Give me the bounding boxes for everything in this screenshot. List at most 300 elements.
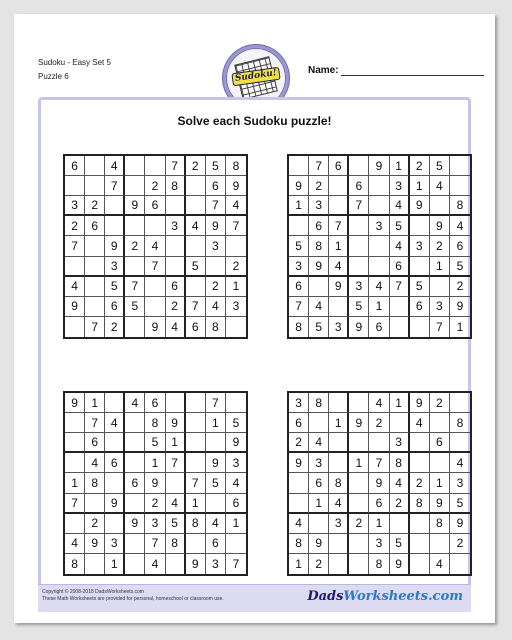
sudoku-cell[interactable]: 1 xyxy=(369,514,389,534)
sudoku-cell[interactable] xyxy=(450,433,470,453)
sudoku-cell[interactable]: 1 xyxy=(85,393,105,413)
sudoku-cell[interactable]: 8 xyxy=(166,534,186,554)
sudoku-cell[interactable]: 1 xyxy=(105,554,125,574)
name-field[interactable] xyxy=(308,65,484,76)
sudoku-cell[interactable]: 1 xyxy=(65,473,85,493)
sudoku-cell[interactable] xyxy=(369,236,389,256)
sudoku-cell[interactable]: 2 xyxy=(186,156,206,176)
sudoku-cell[interactable] xyxy=(206,257,226,277)
sudoku-cell[interactable]: 3 xyxy=(206,554,226,574)
sudoku-cell[interactable]: 2 xyxy=(125,236,145,256)
sudoku-cell[interactable] xyxy=(166,196,186,216)
sudoku-cell[interactable]: 2 xyxy=(85,196,105,216)
sudoku-cell[interactable] xyxy=(329,297,349,317)
sudoku-cell[interactable] xyxy=(186,453,206,473)
sudoku-cell[interactable] xyxy=(125,534,145,554)
sudoku-cell[interactable] xyxy=(166,257,186,277)
sudoku-cell[interactable]: 7 xyxy=(232,556,240,571)
sudoku-cell[interactable]: 7 xyxy=(166,453,186,473)
sudoku-cell[interactable] xyxy=(105,393,125,413)
sudoku-cell[interactable]: 8 xyxy=(226,156,246,176)
sudoku-cell[interactable]: 5 xyxy=(450,257,470,277)
sudoku-cell[interactable]: 6 xyxy=(105,297,125,317)
sudoku-cell[interactable]: 5 xyxy=(125,297,145,317)
sudoku-cell[interactable]: 2 xyxy=(450,534,470,554)
sudoku-cell[interactable]: 7 xyxy=(166,156,186,176)
sudoku-cell[interactable] xyxy=(430,453,450,473)
sudoku-cell[interactable]: 4 xyxy=(65,277,85,297)
sudoku-cell[interactable]: 7 xyxy=(309,156,329,176)
sudoku-cell[interactable] xyxy=(145,216,165,236)
sudoku-cell[interactable]: 1 xyxy=(186,494,206,514)
sudoku-cell[interactable]: 7 xyxy=(85,317,105,337)
sudoku-cell[interactable]: 4 xyxy=(450,216,470,236)
sudoku-cell[interactable]: 9 xyxy=(430,494,450,514)
sudoku-cell[interactable] xyxy=(85,554,105,574)
sudoku-cell[interactable] xyxy=(125,413,145,433)
sudoku-cell[interactable]: 1 xyxy=(349,453,369,473)
sudoku-cell[interactable]: 8 xyxy=(390,453,410,473)
sudoku-cell[interactable] xyxy=(329,393,349,413)
sudoku-cell[interactable] xyxy=(349,156,369,176)
sudoku-cell[interactable]: 4 xyxy=(309,297,329,317)
sudoku-cell[interactable]: 4 xyxy=(430,554,450,574)
sudoku-cell[interactable]: 9 xyxy=(166,413,186,433)
sudoku-cell[interactable]: 5 xyxy=(390,216,410,236)
sudoku-cell[interactable] xyxy=(289,473,309,493)
sudoku-cell[interactable]: 9 xyxy=(289,176,309,196)
sudoku-cell[interactable]: 9 xyxy=(349,413,369,433)
sudoku-cell[interactable]: 7 xyxy=(289,297,309,317)
sudoku-cell[interactable] xyxy=(105,473,125,493)
sudoku-cell[interactable] xyxy=(166,473,186,493)
sudoku-cell[interactable]: 7 xyxy=(390,277,410,297)
sudoku-cell[interactable]: 3 xyxy=(390,176,410,196)
sudoku-cell[interactable]: 9 xyxy=(450,514,470,534)
sudoku-cell[interactable]: 3 xyxy=(226,297,246,317)
sudoku-cell[interactable] xyxy=(85,297,105,317)
sudoku-cell[interactable]: 7 xyxy=(329,216,349,236)
sudoku-cell[interactable]: 6 xyxy=(309,473,329,493)
sudoku-cell[interactable] xyxy=(125,257,145,277)
sudoku-cell[interactable] xyxy=(105,433,125,453)
sudoku-cell[interactable] xyxy=(450,393,470,413)
sudoku-cell[interactable] xyxy=(349,216,369,236)
sudoku-cell[interactable]: 3 xyxy=(430,297,450,317)
sudoku-cell[interactable]: 8 xyxy=(166,176,186,196)
sudoku-cell[interactable] xyxy=(166,393,186,413)
sudoku-cell[interactable]: 3 xyxy=(289,393,309,413)
sudoku-cell[interactable]: 4 xyxy=(65,534,85,554)
sudoku-cell[interactable]: 4 xyxy=(85,453,105,473)
sudoku-cell[interactable] xyxy=(125,317,145,337)
sudoku-cell[interactable] xyxy=(410,317,430,337)
sudoku-cell[interactable] xyxy=(226,534,246,554)
sudoku-cell[interactable] xyxy=(349,494,369,514)
sudoku-cell[interactable]: 1 xyxy=(166,433,186,453)
sudoku-cell[interactable]: 9 xyxy=(226,176,246,196)
sudoku-cell[interactable]: 6 xyxy=(390,257,410,277)
sudoku-cell[interactable]: 3 xyxy=(65,196,85,216)
sudoku-cell[interactable] xyxy=(349,236,369,256)
sudoku-cell[interactable]: 5 xyxy=(289,236,309,256)
sudoku-cell[interactable] xyxy=(369,196,389,216)
sudoku-cell[interactable]: 7 xyxy=(65,236,85,256)
sudoku-cell[interactable]: 6 xyxy=(85,433,105,453)
sudoku-cell[interactable] xyxy=(85,257,105,277)
sudoku-cell[interactable]: 2 xyxy=(369,413,389,433)
sudoku-cell[interactable] xyxy=(329,433,349,453)
sudoku-cell[interactable]: 4 xyxy=(430,176,450,196)
sudoku-cell[interactable] xyxy=(125,494,145,514)
sudoku-cell[interactable]: 8 xyxy=(450,413,470,433)
sudoku-cell[interactable]: 2 xyxy=(430,236,450,256)
sudoku-cell[interactable] xyxy=(349,554,369,574)
sudoku-cell[interactable]: 9 xyxy=(430,216,450,236)
sudoku-cell[interactable]: 5 xyxy=(430,156,450,176)
sudoku-cell[interactable]: 4 xyxy=(450,453,470,473)
sudoku-cell[interactable]: 5 xyxy=(186,257,206,277)
sudoku-cell[interactable] xyxy=(125,216,145,236)
sudoku-cell[interactable]: 9 xyxy=(105,494,125,514)
sudoku-cell[interactable]: 6 xyxy=(85,216,105,236)
sudoku-cell[interactable]: 4 xyxy=(105,156,125,176)
sudoku-cell[interactable]: 1 xyxy=(329,413,349,433)
sudoku-cell[interactable]: 4 xyxy=(125,393,145,413)
sudoku-cell[interactable]: 8 xyxy=(65,554,85,574)
sudoku-cell[interactable] xyxy=(125,453,145,473)
sudoku-cell[interactable] xyxy=(65,413,85,433)
sudoku-cell[interactable] xyxy=(226,317,246,337)
sudoku-cell[interactable]: 3 xyxy=(309,196,329,216)
sudoku-cell[interactable] xyxy=(65,176,85,196)
sudoku-cell[interactable]: 3 xyxy=(450,473,470,493)
sudoku-cell[interactable] xyxy=(390,297,410,317)
sudoku-cell[interactable] xyxy=(289,156,309,176)
sudoku-cell[interactable]: 4 xyxy=(226,473,246,493)
sudoku-cell[interactable]: 1 xyxy=(430,257,450,277)
sudoku-cell[interactable]: 5 xyxy=(450,494,470,514)
sudoku-cell[interactable] xyxy=(85,236,105,256)
sudoku-cell[interactable] xyxy=(186,393,206,413)
sudoku-cell[interactable]: 2 xyxy=(166,297,186,317)
sudoku-cell[interactable]: 8 xyxy=(309,393,329,413)
sudoku-cell[interactable]: 2 xyxy=(65,216,85,236)
sudoku-cell[interactable]: 2 xyxy=(349,514,369,534)
sudoku-cell[interactable] xyxy=(390,317,410,337)
sudoku-cell[interactable]: 7 xyxy=(65,494,85,514)
sudoku-cell[interactable]: 3 xyxy=(206,236,226,256)
sudoku-cell[interactable] xyxy=(85,277,105,297)
sudoku-cell[interactable] xyxy=(390,413,410,433)
sudoku-cell[interactable] xyxy=(186,433,206,453)
sudoku-cell[interactable]: 5 xyxy=(145,433,165,453)
sudoku-cell[interactable]: 3 xyxy=(369,216,389,236)
sudoku-cell[interactable]: 9 xyxy=(125,196,145,216)
sudoku-cell[interactable]: 5 xyxy=(349,297,369,317)
sudoku-cell[interactable]: 3 xyxy=(105,257,125,277)
sudoku-cell[interactable]: 6 xyxy=(105,453,125,473)
sudoku-cell[interactable]: 1 xyxy=(309,494,329,514)
sudoku-cell[interactable] xyxy=(186,236,206,256)
sudoku-cell[interactable] xyxy=(430,277,450,297)
sudoku-cell[interactable] xyxy=(186,196,206,216)
sudoku-cell[interactable]: 2 xyxy=(430,393,450,413)
sudoku-cell[interactable]: 6 xyxy=(145,393,165,413)
sudoku-cell[interactable] xyxy=(410,554,430,574)
sudoku-cell[interactable]: 7 xyxy=(186,297,206,317)
sudoku-cell[interactable]: 1 xyxy=(369,297,389,317)
sudoku-cell[interactable]: 7 xyxy=(186,473,206,493)
sudoku-cell[interactable]: 6 xyxy=(349,176,369,196)
sudoku-cell[interactable]: 6 xyxy=(145,196,165,216)
sudoku-cell[interactable] xyxy=(105,216,125,236)
sudoku-cell[interactable]: 2 xyxy=(206,277,226,297)
sudoku-cell[interactable]: 9 xyxy=(85,534,105,554)
sudoku-cell[interactable]: 6 xyxy=(309,216,329,236)
sudoku-cell[interactable]: 6 xyxy=(369,317,389,337)
sudoku-cell[interactable]: 8 xyxy=(430,514,450,534)
sudoku-cell[interactable]: 3 xyxy=(329,514,349,534)
sudoku-cell[interactable]: 1 xyxy=(289,196,309,216)
sudoku-cell[interactable]: 4 xyxy=(166,494,186,514)
sudoku-cell[interactable]: 3 xyxy=(289,257,309,277)
sudoku-cell[interactable]: 7 xyxy=(206,393,226,413)
sudoku-cell[interactable]: 6 xyxy=(186,317,206,337)
sudoku-cell[interactable]: 9 xyxy=(145,317,165,337)
sudoku-cell[interactable]: 9 xyxy=(206,216,226,236)
sudoku-cell[interactable]: 4 xyxy=(206,297,226,317)
sudoku-cell[interactable] xyxy=(309,413,329,433)
sudoku-cell[interactable]: 1 xyxy=(226,277,246,297)
sudoku-cell[interactable] xyxy=(65,433,85,453)
sudoku-cell[interactable] xyxy=(410,534,430,554)
sudoku-cell[interactable]: 5 xyxy=(410,277,430,297)
name-line[interactable] xyxy=(341,66,484,76)
sudoku-cell[interactable]: 5 xyxy=(390,534,410,554)
sudoku-cell[interactable]: 2 xyxy=(390,494,410,514)
sudoku-cell[interactable] xyxy=(410,453,430,473)
sudoku-cell[interactable]: 9 xyxy=(349,317,369,337)
sudoku-cell[interactable]: 9 xyxy=(65,393,85,413)
sudoku-cell[interactable] xyxy=(329,196,349,216)
sudoku-cell[interactable] xyxy=(369,433,389,453)
sudoku-cell[interactable]: 1 xyxy=(289,554,309,574)
brand-logo[interactable] xyxy=(307,589,463,604)
sudoku-cell[interactable]: 6 xyxy=(166,277,186,297)
sudoku-cell[interactable]: 9 xyxy=(65,297,85,317)
sudoku-cell[interactable] xyxy=(390,514,410,534)
sudoku-cell[interactable]: 8 xyxy=(329,473,349,493)
sudoku-cell[interactable] xyxy=(105,514,125,534)
sudoku-cell[interactable] xyxy=(289,494,309,514)
sudoku-cell[interactable]: 9 xyxy=(105,236,125,256)
sudoku-cell[interactable]: 3 xyxy=(145,514,165,534)
sudoku-cell[interactable] xyxy=(206,433,226,453)
sudoku-cell[interactable]: 2 xyxy=(226,257,246,277)
sudoku-cell[interactable] xyxy=(410,433,430,453)
sudoku-cell[interactable]: 4 xyxy=(206,514,226,534)
sudoku-cell[interactable]: 9 xyxy=(309,534,329,554)
sudoku-cell[interactable]: 9 xyxy=(329,277,349,297)
sudoku-cell[interactable] xyxy=(166,554,186,574)
sudoku-cell[interactable]: 1 xyxy=(226,514,246,534)
sudoku-cell[interactable]: 1 xyxy=(456,319,464,334)
sudoku-cell[interactable] xyxy=(450,156,470,176)
sudoku-cell[interactable]: 1 xyxy=(145,453,165,473)
sudoku-cell[interactable]: 9 xyxy=(145,473,165,493)
sudoku-cell[interactable]: 6 xyxy=(410,297,430,317)
sudoku-cell[interactable] xyxy=(125,433,145,453)
sudoku-cell[interactable]: 4 xyxy=(226,196,246,216)
sudoku-cell[interactable] xyxy=(186,413,206,433)
sudoku-cell[interactable]: 4 xyxy=(145,236,165,256)
sudoku-cell[interactable]: 4 xyxy=(369,277,389,297)
sudoku-cell[interactable]: 3 xyxy=(390,433,410,453)
sudoku-cell[interactable] xyxy=(329,534,349,554)
sudoku-cell[interactable]: 6 xyxy=(369,494,389,514)
sudoku-cell[interactable]: 3 xyxy=(369,534,389,554)
sudoku-cell[interactable]: 3 xyxy=(105,534,125,554)
sudoku-cell[interactable]: 7 xyxy=(85,413,105,433)
sudoku-cell[interactable] xyxy=(349,393,369,413)
sudoku-cell[interactable] xyxy=(309,514,329,534)
sudoku-cell[interactable] xyxy=(410,257,430,277)
sudoku-cell[interactable]: 5 xyxy=(166,514,186,534)
sudoku-cell[interactable]: 3 xyxy=(349,277,369,297)
sudoku-cell[interactable]: 4 xyxy=(145,554,165,574)
sudoku-cell[interactable]: 2 xyxy=(105,317,125,337)
sudoku-cell[interactable]: 9 xyxy=(226,433,246,453)
sudoku-cell[interactable] xyxy=(289,216,309,236)
sudoku-cell[interactable]: 3 xyxy=(329,317,349,337)
sudoku-cell[interactable]: 4 xyxy=(186,216,206,236)
sudoku-cell[interactable] xyxy=(349,534,369,554)
sudoku-cell[interactable]: 8 xyxy=(206,317,226,337)
sudoku-cell[interactable]: 8 xyxy=(186,514,206,534)
sudoku-cell[interactable] xyxy=(430,196,450,216)
sudoku-cell[interactable] xyxy=(329,176,349,196)
sudoku-cell[interactable] xyxy=(145,277,165,297)
sudoku-cell[interactable]: 7 xyxy=(430,317,450,337)
sudoku-cell[interactable]: 1 xyxy=(430,473,450,493)
sudoku-cell[interactable]: 5 xyxy=(206,473,226,493)
sudoku-cell[interactable]: 9 xyxy=(206,453,226,473)
sudoku-cell[interactable] xyxy=(125,176,145,196)
sudoku-cell[interactable]: 6 xyxy=(430,433,450,453)
sudoku-cell[interactable] xyxy=(166,236,186,256)
sudoku-cell[interactable]: 4 xyxy=(369,393,389,413)
sudoku-cell[interactable]: 7 xyxy=(105,176,125,196)
sudoku-cell[interactable] xyxy=(369,257,389,277)
sudoku-cell[interactable] xyxy=(85,176,105,196)
sudoku-cell[interactable]: 4 xyxy=(390,236,410,256)
sudoku-cell[interactable]: 3 xyxy=(410,236,430,256)
sudoku-cell[interactable]: 2 xyxy=(410,473,430,493)
sudoku-cell[interactable]: 8 xyxy=(145,413,165,433)
sudoku-cell[interactable] xyxy=(430,413,450,433)
sudoku-cell[interactable]: 8 xyxy=(289,534,309,554)
sudoku-cell[interactable]: 8 xyxy=(450,196,470,216)
sudoku-cell[interactable]: 5 xyxy=(206,156,226,176)
sudoku-cell[interactable]: 4 xyxy=(105,413,125,433)
sudoku-cell[interactable] xyxy=(430,534,450,554)
sudoku-cell[interactable] xyxy=(349,257,369,277)
sudoku-cell[interactable]: 7 xyxy=(145,534,165,554)
sudoku-cell[interactable]: 2 xyxy=(145,176,165,196)
sudoku-cell[interactable] xyxy=(206,494,226,514)
sudoku-cell[interactable] xyxy=(65,453,85,473)
sudoku-cell[interactable]: 8 xyxy=(85,473,105,493)
sudoku-cell[interactable] xyxy=(450,176,470,196)
sudoku-cell[interactable]: 4 xyxy=(329,494,349,514)
sudoku-cell[interactable]: 9 xyxy=(309,257,329,277)
sudoku-cell[interactable]: 6 xyxy=(329,156,349,176)
sudoku-cell[interactable]: 5 xyxy=(309,317,329,337)
sudoku-cell[interactable] xyxy=(309,277,329,297)
sudoku-cell[interactable] xyxy=(329,554,349,574)
sudoku-cell[interactable]: 9 xyxy=(369,156,389,176)
sudoku-cell[interactable]: 2 xyxy=(85,514,105,534)
sudoku-cell[interactable]: 3 xyxy=(226,453,246,473)
sudoku-cell[interactable]: 6 xyxy=(289,277,309,297)
sudoku-cell[interactable] xyxy=(125,156,145,176)
sudoku-cell[interactable] xyxy=(410,514,430,534)
sudoku-cell[interactable]: 6 xyxy=(206,534,226,554)
sudoku-cell[interactable]: 7 xyxy=(145,257,165,277)
sudoku-cell[interactable]: 6 xyxy=(206,176,226,196)
sudoku-cell[interactable]: 4 xyxy=(289,514,309,534)
sudoku-cell[interactable]: 3 xyxy=(309,453,329,473)
sudoku-cell[interactable]: 9 xyxy=(410,393,430,413)
sudoku-cell[interactable]: 9 xyxy=(390,554,410,574)
sudoku-cell[interactable]: 4 xyxy=(390,473,410,493)
sudoku-cell[interactable] xyxy=(329,453,349,473)
sudoku-cell[interactable]: 7 xyxy=(206,196,226,216)
sudoku-cell[interactable]: 4 xyxy=(329,257,349,277)
sudoku-cell[interactable]: 5 xyxy=(226,413,246,433)
sudoku-cell[interactable]: 9 xyxy=(450,297,470,317)
sudoku-cell[interactable] xyxy=(65,257,85,277)
sudoku-cell[interactable]: 7 xyxy=(125,277,145,297)
sudoku-cell[interactable]: 8 xyxy=(289,317,309,337)
sudoku-cell[interactable] xyxy=(369,176,389,196)
sudoku-cell[interactable]: 2 xyxy=(309,176,329,196)
sudoku-cell[interactable]: 2 xyxy=(410,156,430,176)
sudoku-cell[interactable] xyxy=(186,277,206,297)
sudoku-cell[interactable] xyxy=(85,494,105,514)
sudoku-cell[interactable] xyxy=(450,554,470,574)
sudoku-cell[interactable]: 9 xyxy=(289,453,309,473)
sudoku-cell[interactable]: 4 xyxy=(390,196,410,216)
sudoku-cell[interactable]: 7 xyxy=(349,196,369,216)
sudoku-cell[interactable]: 8 xyxy=(369,554,389,574)
sudoku-cell[interactable]: 9 xyxy=(186,554,206,574)
sudoku-cell[interactable] xyxy=(349,473,369,493)
sudoku-cell[interactable] xyxy=(65,514,85,534)
sudoku-cell[interactable]: 6 xyxy=(65,156,85,176)
sudoku-cell[interactable]: 1 xyxy=(390,156,410,176)
sudoku-cell[interactable] xyxy=(145,156,165,176)
sudoku-cell[interactable] xyxy=(145,297,165,317)
sudoku-cell[interactable]: 1 xyxy=(329,236,349,256)
sudoku-cell[interactable] xyxy=(410,216,430,236)
sudoku-cell[interactable]: 7 xyxy=(226,216,246,236)
sudoku-cell[interactable]: 4 xyxy=(309,433,329,453)
sudoku-cell[interactable] xyxy=(85,156,105,176)
sudoku-cell[interactable]: 7 xyxy=(369,453,389,473)
sudoku-cell[interactable]: 9 xyxy=(369,473,389,493)
